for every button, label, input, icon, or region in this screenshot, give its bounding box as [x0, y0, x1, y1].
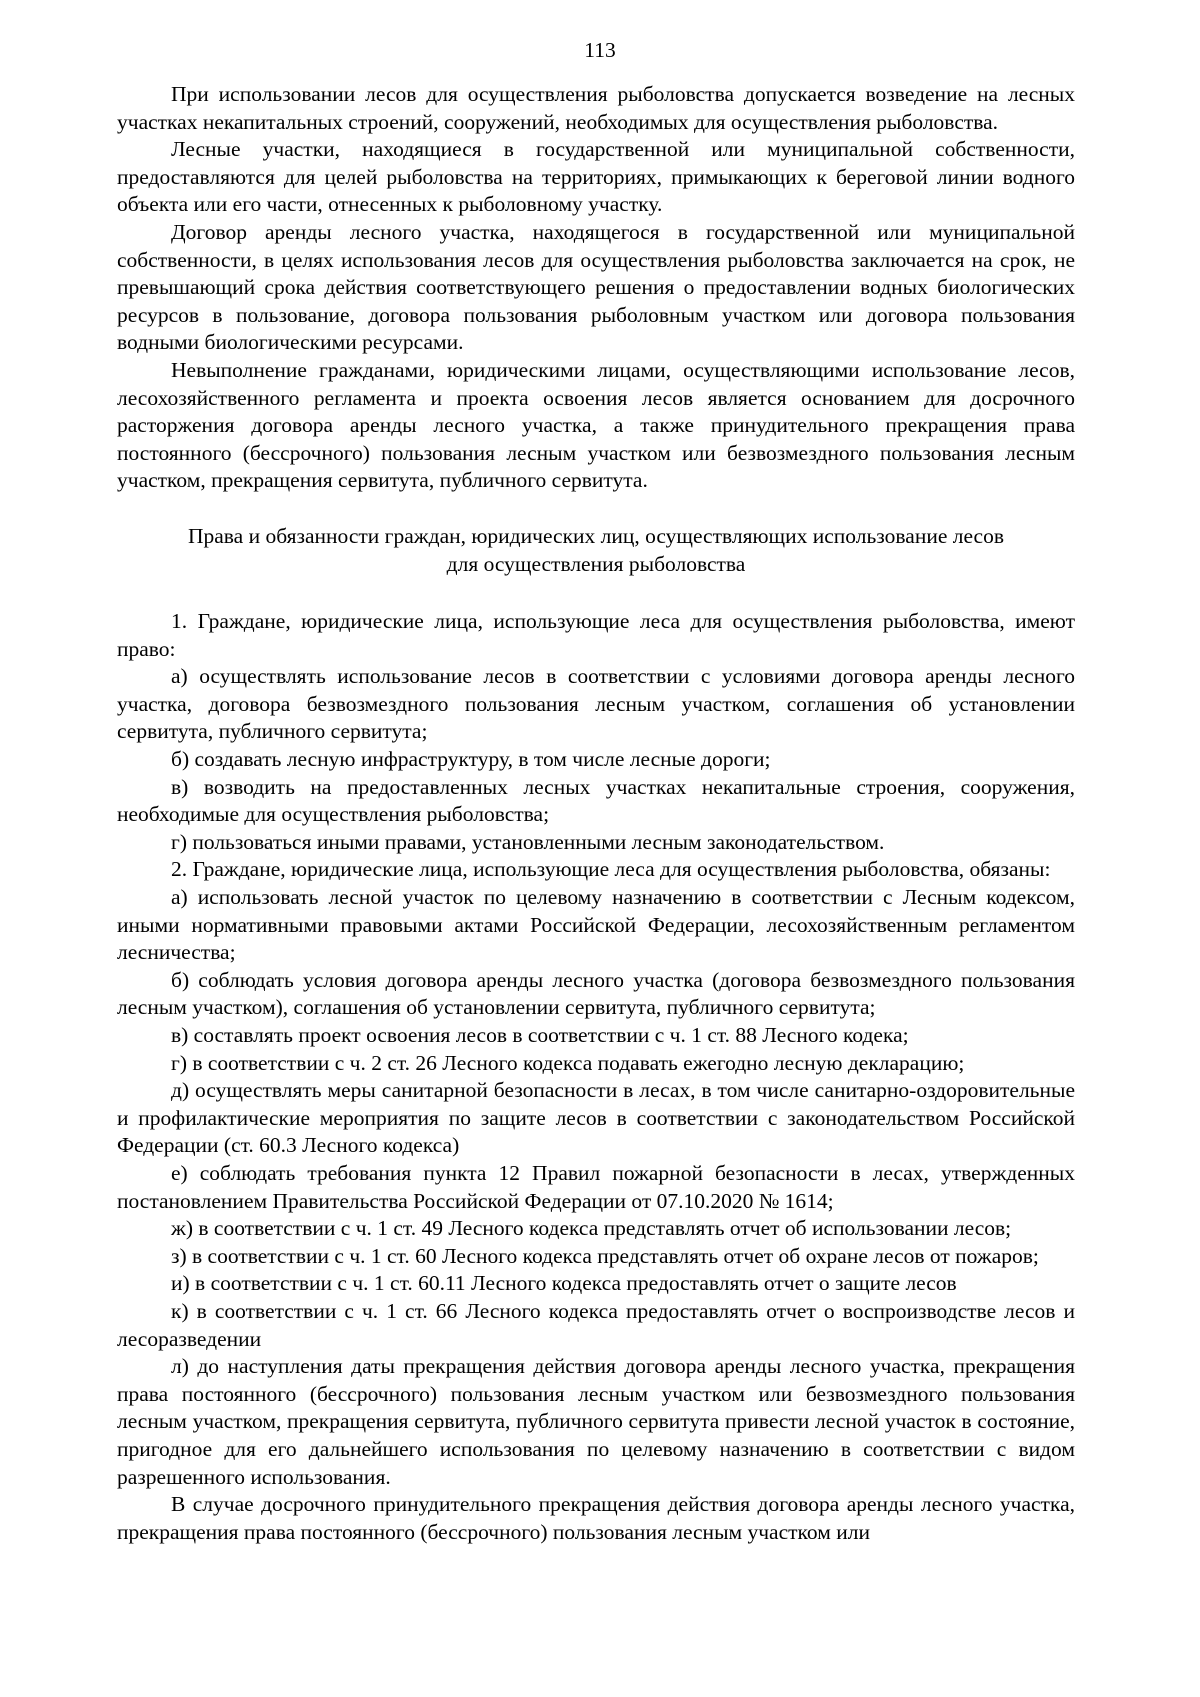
- list-item: к) в соответствии с ч. 1 ст. 66 Лесного кодекса предоставлять отчет о воспроизводстве лесов и лесоразведении: [117, 1298, 1075, 1351]
- list-item: г) в соответствии с ч. 2 ст. 26 Лесного кодекса подавать ежегодно лесную декларацию;: [171, 1050, 965, 1075]
- paragraph: В случае досрочного принудительного прекращения действия договора аренды лесного участка, прекращения права постоянного (бессрочного) пользования лесным участком или: [117, 1492, 1075, 1544]
- list-item: б) соблюдать условия договора аренды лесного участка (договора безвозмездного пользования лесным участком), соглашения об установлении сервитута, публичного сервитута;: [117, 967, 1075, 1020]
- list-item: е) соблюдать требования пункта 12 Правил пожарной безопасности в лесах, утвержденных постановлением Правительства Российской Федерации от 07.10.2020 № 1614;: [117, 1160, 1075, 1213]
- list-item: л) до наступления даты прекращения действия договора аренды лесного участка, прекращения права постоянного (бессрочного) пользования лесным участком или безвозмездного пользования лесным участком, прекращения сервитута, публичного сервитута привести лесной участок в состояние, пригодное для его дальнейшего использования по целевому назначению в соответствии с видом разрешенного использования.: [117, 1354, 1075, 1489]
- list-item: г) пользоваться иными правами, установленными лесным законодательством.: [171, 829, 885, 854]
- paragraph: 2. Граждане, юридические лица, использующие леса для осуществления рыболовства, обязаны:: [171, 857, 1051, 882]
- list-item: и) в соответствии с ч. 1 ст. 60.11 Лесного кодекса предоставлять отчет о защите лесов: [171, 1271, 957, 1296]
- section-heading-line: для осуществления рыболовства: [446, 551, 746, 576]
- list-item: в) возводить на предоставленных лесных участках некапитальные строения, сооружения, необходимые для осуществления рыболовства;: [117, 774, 1075, 827]
- section-heading: [117, 523, 1075, 578]
- list-item: з) в соответствии с ч. 1 ст. 60 Лесного кодекса представлять отчет об охране лесов от пожаров;: [171, 1243, 1039, 1268]
- paragraph: Невыполнение гражданами, юридическими лицами, осуществляющими использование лесов, лесохозяйственного регламента и проекта освоения лесов является основанием для досрочного расторжения договора аренды лесного участка, а также принудительного прекращения права постоянного (бессрочного) пользования лесным участком или безвозмездного пользования лесным участком, прекращения сервитута, публичного сервитута.: [117, 357, 1075, 493]
- page-number: 113: [584, 38, 616, 62]
- list-item: д) осуществлять меры санитарной безопасности в лесах, в том числе санитарно-оздоровительные и профилактические мероприятия по защите лесов в соответствии с законодательством Российской Федерации (ст. 60.3 Лесного кодекса): [117, 1078, 1075, 1158]
- list-item: а) использовать лесной участок по целевому назначению в соответствии с Лесным кодексом, иными нормативными правовыми актами Российской Федерации, лесохозяйственным регламентом лесничества;: [117, 885, 1075, 965]
- paragraph: При использовании лесов для осуществления рыболовства допускается возведение на лесных участках некапитальных строений, сооружений, необходимых для осуществления рыболовства.: [117, 82, 1075, 134]
- paragraph: Договор аренды лесного участка, находящегося в государственной или муниципальной собственности, в целях использования лесов для осуществления рыболовства заключается на срок, не превышающий срока действия соответствующего решения о предоставлении водных биологических ресурсов в пользование, договора пользования рыболовным участком или договора пользования водными биологическими ресурсами.: [117, 219, 1075, 355]
- list-item: а) осуществлять использование лесов в соответствии с условиями договора аренды лесного участка, договора безвозмездного пользования лесным участком, соглашения об установлении сервитута, публичного сервитута;: [117, 664, 1075, 744]
- section-heading-line: Права и обязанности граждан, юридических лиц, осуществляющих использование лесов: [187, 523, 1004, 548]
- paragraph: 1. Граждане, юридические лица, использующие леса для осуществления рыболовства, имеют право:: [117, 609, 1075, 661]
- document-body: [117, 81, 1075, 1546]
- list-item: ж) в соответствии с ч. 1 ст. 49 Лесного кодекса представлять отчет об использовании лесов;: [171, 1216, 1012, 1241]
- paragraph: Лесные участки, находящиеся в государственной или муниципальной собственности, предоставляются для целей рыболовства на территориях, примыкающих к береговой линии водного объекта или его части, отнесенных к рыболовному участку.: [117, 137, 1075, 217]
- list-item: б) создавать лесную инфраструктуру, в том числе лесные дороги;: [171, 747, 771, 772]
- list-item: в) составлять проект освоения лесов в соответствии с ч. 1 ст. 88 Лесного кодека;: [171, 1023, 909, 1047]
